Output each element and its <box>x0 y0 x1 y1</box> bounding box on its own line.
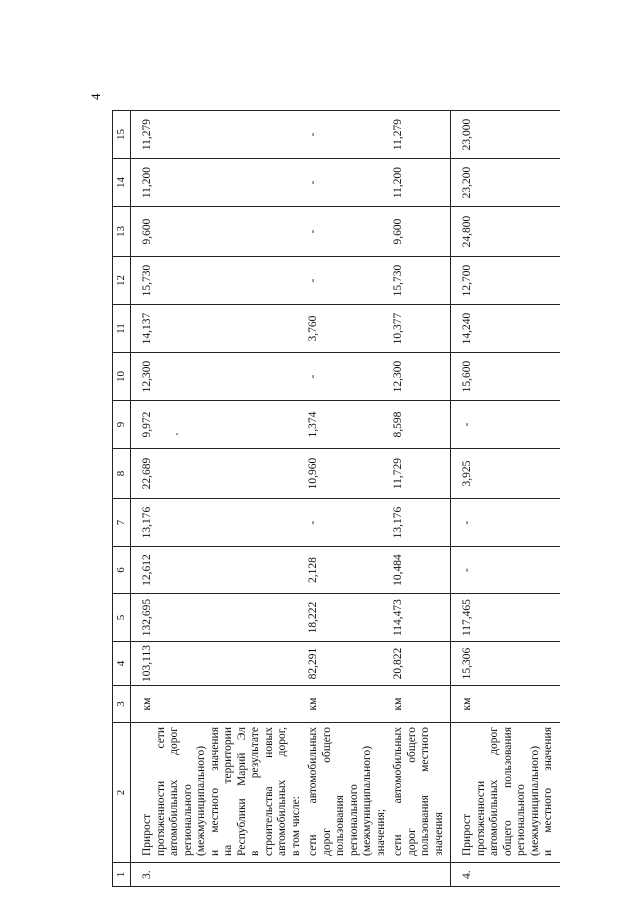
col-header: 1 <box>113 863 131 887</box>
row-name-line: протяженности сети <box>154 727 167 856</box>
col-header: 7 <box>113 499 131 547</box>
table-row <box>307 111 392 887</box>
row-name-line: в том числе: <box>289 796 302 856</box>
value-cell: 18,222 <box>307 594 392 642</box>
value-cell: 11,200 <box>392 159 451 207</box>
col-header: 5 <box>113 594 131 642</box>
col-header: 11 <box>113 305 131 353</box>
row-name-line: на территории <box>222 727 234 856</box>
row-name <box>307 723 392 863</box>
row-name-line: автомобильных дорог <box>488 727 500 856</box>
stray-mark: ' <box>175 433 186 435</box>
row-name-line: общего пользования <box>501 727 514 856</box>
row-number: 4. <box>451 863 560 887</box>
indicators-table <box>112 110 560 887</box>
row-name-line: (межмуниципального) <box>361 745 373 856</box>
value-cell: 15,306 <box>451 642 560 686</box>
row-name-line: автомобильных дорог, <box>276 727 288 856</box>
value-cell: 15,730 <box>131 257 308 305</box>
value-cell: - <box>307 111 392 159</box>
col-header: 2 <box>113 723 131 863</box>
row-name-line: в результате <box>249 727 261 856</box>
unit-cell: км <box>392 686 451 723</box>
row-name-line: пользования местного <box>419 727 431 856</box>
value-cell: 9,972 <box>131 401 308 449</box>
value-cell: 14,240 <box>451 305 560 353</box>
value-cell: 10,960 <box>307 449 392 499</box>
row-name-line: (межмуниципального) <box>528 745 541 856</box>
row-name-line: и местного значения <box>208 727 221 856</box>
value-cell: 12,300 <box>131 353 308 401</box>
value-cell: 12,700 <box>451 257 560 305</box>
row-number <box>307 863 392 887</box>
col-header: 12 <box>113 257 131 305</box>
col-header: 15 <box>113 111 131 159</box>
value-cell: - <box>307 159 392 207</box>
value-cell: 132,695 <box>131 594 308 642</box>
value-cell: 11,279 <box>392 111 451 159</box>
value-cell: 15,600 <box>451 353 560 401</box>
row-name-line: и местного значения <box>542 727 554 856</box>
value-cell: 23,200 <box>451 159 560 207</box>
table-row <box>131 111 308 887</box>
value-cell: 114,473 <box>392 594 451 642</box>
value-cell: 9,600 <box>131 207 308 257</box>
row-name-line: сети автомобильных <box>307 727 319 856</box>
col-header: 10 <box>113 353 131 401</box>
value-cell: 22,689 <box>131 449 308 499</box>
value-cell: 11,279 <box>131 111 308 159</box>
row-name-line: автомобильных дорог <box>168 727 180 856</box>
value-cell: 12,612 <box>131 547 308 594</box>
col-header: 4 <box>113 642 131 686</box>
value-cell: 10,484 <box>392 547 451 594</box>
value-cell: 8,598 <box>392 401 451 449</box>
value-cell: 11,729 <box>392 449 451 499</box>
row-name <box>392 723 451 863</box>
row-name-line: значения; <box>374 808 387 856</box>
value-cell: 24,800 <box>451 207 560 257</box>
row-number: 3. <box>131 863 308 887</box>
unit-cell: км <box>307 686 392 723</box>
value-cell: 3,925 <box>451 449 560 499</box>
row-name-line: дорог общего <box>405 727 418 856</box>
row-name-line: Прирост <box>461 813 473 856</box>
table-row <box>392 111 451 887</box>
row-name-line: Республики Марий Эл <box>235 727 248 856</box>
table-row <box>451 111 560 887</box>
value-cell: 117,465 <box>451 594 560 642</box>
row-name-line: дорог общего <box>320 727 333 856</box>
col-header: 9 <box>113 401 131 449</box>
row-name-line: строительства новых <box>262 727 275 856</box>
row-name <box>451 723 560 863</box>
unit-cell: км <box>451 686 560 723</box>
row-name-line: регионального <box>515 784 527 856</box>
value-cell: - <box>307 207 392 257</box>
value-cell: 15,730 <box>392 257 451 305</box>
row-name-line: значения <box>432 812 445 856</box>
unit-cell: км <box>131 686 308 723</box>
value-cell: - <box>307 257 392 305</box>
row-name-line: регионального <box>347 784 360 856</box>
row-name <box>131 723 308 863</box>
value-cell: - <box>307 353 392 401</box>
value-cell: 13,176 <box>392 499 451 547</box>
value-cell: 23,000 <box>451 111 560 159</box>
row-name-line: сети автомобильных <box>392 727 404 856</box>
row-name-line: (межмуниципального) <box>195 745 207 856</box>
value-cell: 13,176 <box>131 499 308 547</box>
value-cell: 82,291 <box>307 642 392 686</box>
value-cell: 1,374 <box>307 401 392 449</box>
row-name-line: Прирост <box>141 813 153 856</box>
value-cell: - <box>307 499 392 547</box>
value-cell: 3,760 <box>307 305 392 353</box>
value-cell: 20,822 <box>392 642 451 686</box>
value-cell: - <box>451 401 560 449</box>
row-name-line: регионального <box>181 784 194 856</box>
row-number <box>392 863 451 887</box>
col-header: 14 <box>113 159 131 207</box>
value-cell: 10,377 <box>392 305 451 353</box>
value-cell: 9,600 <box>392 207 451 257</box>
col-header: 3 <box>113 686 131 723</box>
value-cell: 103,113 <box>131 642 308 686</box>
value-cell: 2,128 <box>307 547 392 594</box>
value-cell: - <box>451 547 560 594</box>
col-header: 8 <box>113 449 131 499</box>
row-name-line: пользования <box>334 795 346 856</box>
value-cell: - <box>451 499 560 547</box>
col-header: 13 <box>113 207 131 257</box>
row-name-line: протяженности <box>474 780 487 856</box>
value-cell: 11,200 <box>131 159 308 207</box>
value-cell: 14,137 <box>131 305 308 353</box>
col-header: 6 <box>113 547 131 594</box>
page-number: 4 <box>88 93 103 100</box>
value-cell: 12,300 <box>392 353 451 401</box>
header-row <box>113 111 131 887</box>
